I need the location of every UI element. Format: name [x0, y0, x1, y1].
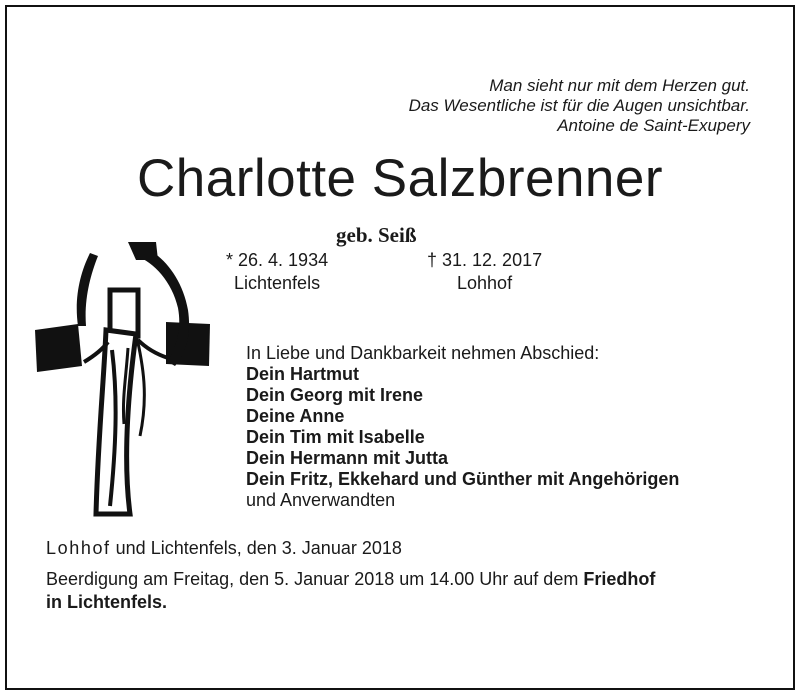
farewell-block	[246, 343, 679, 511]
mourner-line: Dein Hartmut	[246, 364, 360, 384]
quote-line-1: Man sieht nur mit dem Herzen gut.	[489, 76, 750, 95]
mourner-line: Dein Georg mit Irene	[246, 385, 424, 405]
relatives-line: und Anverwandten	[246, 490, 396, 510]
place-date-line	[46, 537, 402, 559]
birth-place: Lichtenfels	[234, 273, 321, 293]
birth-name: geb. Seiß	[336, 223, 417, 247]
place-date-text: und Lichtenfels, den 3. Januar 2018	[110, 538, 402, 558]
place-name: Lohhof	[46, 538, 111, 558]
death-place: Lohhof	[457, 273, 513, 293]
birth-date: * 26. 4. 1934	[226, 250, 329, 270]
birth-info	[226, 249, 328, 295]
death-info	[427, 249, 542, 295]
quote-author: Antoine de Saint-Exupery	[557, 116, 750, 135]
cross-icon	[32, 238, 214, 520]
mourner-line: Dein Hermann mit Jutta	[246, 448, 449, 468]
funeral-text: Beerdigung am Freitag, den 5. Januar 2018 um 14.00 Uhr auf dem	[46, 569, 584, 589]
funeral-info	[46, 568, 655, 614]
mourner-line: Deine Anne	[246, 406, 345, 426]
farewell-intro: In Liebe und Dankbarkeit nehmen Abschied:	[246, 343, 600, 363]
mourner-line: Dein Tim mit Isabelle	[246, 427, 425, 447]
death-date: † 31. 12. 2017	[427, 250, 543, 270]
funeral-location-continued: in Lichtenfels.	[46, 592, 168, 612]
deceased-name: Charlotte Salzbrenner	[136, 149, 664, 208]
funeral-location: Friedhof	[583, 569, 656, 589]
quote-line-2: Das Wesentliche ist für die Augen unsichtbar.	[408, 96, 750, 115]
quote-block	[409, 76, 750, 136]
mourner-line: Dein Fritz, Ekkehard und Günther mit Angehörigen	[246, 469, 680, 489]
